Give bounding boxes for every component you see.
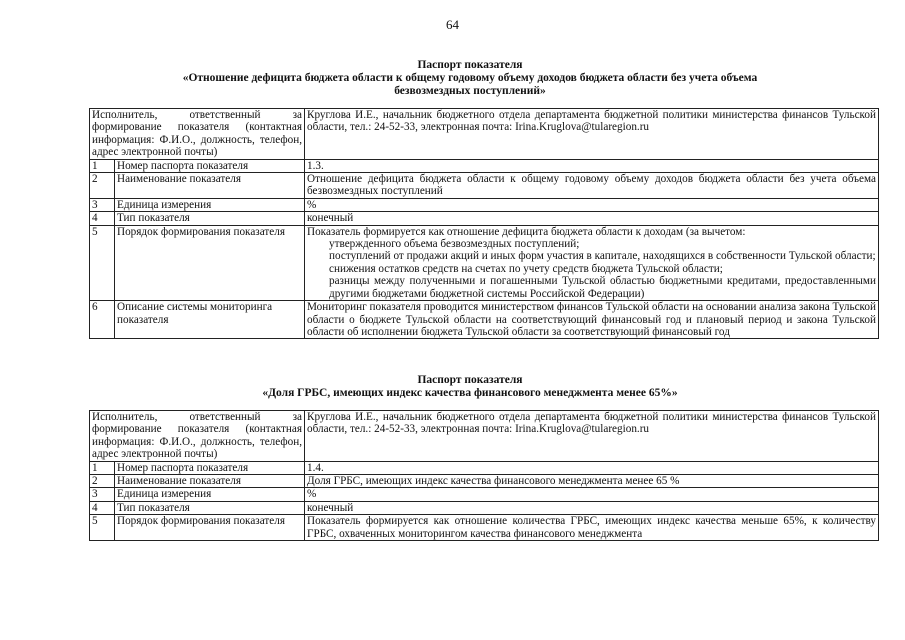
table-row [90, 475, 879, 488]
method-item: утвержденного объема безвозмездных поступлений; [329, 238, 580, 251]
row-label: Тип показателя [115, 501, 305, 514]
executor-value: Круглова И.Е., начальник бюджетного отдела департамента бюджетной политики министерства финансов Тульской области, тел.: 24-52-33, электронная почта: Irina.Kruglova@tularegion.ru [305, 109, 879, 160]
row-number: 2 [90, 475, 115, 488]
row-number: 1 [90, 461, 115, 474]
row-value: % [305, 488, 879, 501]
row-label: Единица измерения [115, 488, 305, 501]
row-label: Наименование показателя [115, 475, 305, 488]
table-row [90, 173, 879, 199]
table-row [90, 488, 879, 501]
row-number: 2 [90, 173, 115, 199]
method-item: снижения остатков средств на счетах по учету средств бюджета Тульской области; [329, 262, 723, 275]
row-label: Наименование показателя [115, 173, 305, 199]
table-row [90, 461, 879, 474]
row-number: 5 [90, 225, 115, 300]
page-number: 64 [446, 17, 459, 32]
row-label: Тип показателя [115, 212, 305, 225]
heading-title: Паспорт показателя [417, 59, 523, 71]
row-value: Отношение дефицита бюджета области к общему годовому объему доходов бюджета области без учета объема безвозмездных поступлений [305, 173, 879, 199]
row-label: Единица измерения [115, 198, 305, 211]
row-number: 1 [90, 159, 115, 172]
table-row [90, 212, 879, 225]
row-number: 3 [90, 488, 115, 501]
table-row [90, 225, 879, 300]
row-label: Порядок формирования показателя [115, 515, 305, 541]
row-value: 1.4. [305, 461, 879, 474]
executor-label: Исполнитель, ответственный за формирование показателя (контактная информация: Ф.И.О., должность, телефон, адрес электронной почты) [90, 109, 305, 160]
row-value: % [305, 198, 879, 211]
row-label: Описание системы мониторинга показателя [115, 301, 305, 339]
table-row-executor [90, 411, 879, 462]
row-label: Номер паспорта показателя [115, 159, 305, 172]
row-value-method [305, 225, 879, 300]
row-value: Показатель формируется как отношение количества ГРБС, имеющих индекс качества меньше 65%, к количеству ГРБС, охваченных мониторингом качества финансового менеджмента [305, 515, 879, 541]
passport-heading-2 [120, 374, 820, 400]
table-row [90, 501, 879, 514]
passport-table-1 [89, 108, 879, 339]
method-intro: Показатель формируется как отношение дефицита бюджета области к доходам (за вычетом: [307, 225, 746, 238]
row-number: 4 [90, 501, 115, 514]
table-row [90, 198, 879, 211]
row-value: 1.3. [305, 159, 879, 172]
table-row [90, 159, 879, 172]
row-value: Доля ГРБС, имеющих индекс качества финансового менеджмента менее 65 % [305, 475, 879, 488]
heading-indicator-name: «Отношение дефицита бюджета области к общему годовому объему доходов бюджета области без учета объема [182, 72, 758, 84]
heading-indicator-name: «Доля ГРБС, имеющих индекс качества финансового менеджмента менее 65%» [262, 387, 678, 399]
row-value: Мониторинг показателя проводится министерством финансов Тульской области на основании анализа закона Тульской области о бюджете Тульской области на соответствующий финансовый год и плановый период и закона Тульской области об исполнении бюджета Тульской области за соответствующий финансовый год [305, 301, 879, 339]
executor-label: Исполнитель, ответственный за формирование показателя (контактная информация: Ф.И.О., должность, телефон, адрес электронной почты) [90, 411, 305, 462]
row-label: Номер паспорта показателя [115, 461, 305, 474]
row-number: 6 [90, 301, 115, 339]
row-value: конечный [305, 212, 879, 225]
passport-table-2 [89, 410, 879, 541]
table-row [90, 301, 879, 339]
table-row [90, 515, 879, 541]
row-label: Порядок формирования показателя [115, 225, 305, 300]
method-item: поступлений от продажи акций и иных форм участия в капитале, находящихся в собственности Тульской области; [329, 250, 876, 263]
method-item: разницы между полученными и погашенными Тульской областью бюджетными кредитами, предоставленными другими бюджетами бюджетной системы Российской Федерации) [329, 275, 876, 300]
table-row-executor [90, 109, 879, 160]
passport-heading-1 [120, 59, 820, 98]
row-number: 5 [90, 515, 115, 541]
row-number: 4 [90, 212, 115, 225]
executor-value: Круглова И.Е., начальник бюджетного отдела департамента бюджетной политики министерства финансов Тульской области, тел.: 24-52-33, электронная почта: Irina.Kruglova@tularegion.ru [305, 411, 879, 462]
heading-title: Паспорт показателя [417, 374, 523, 386]
row-number: 3 [90, 198, 115, 211]
row-value: конечный [305, 501, 879, 514]
heading-indicator-name-cont: безвозмездных поступлений» [394, 85, 546, 97]
